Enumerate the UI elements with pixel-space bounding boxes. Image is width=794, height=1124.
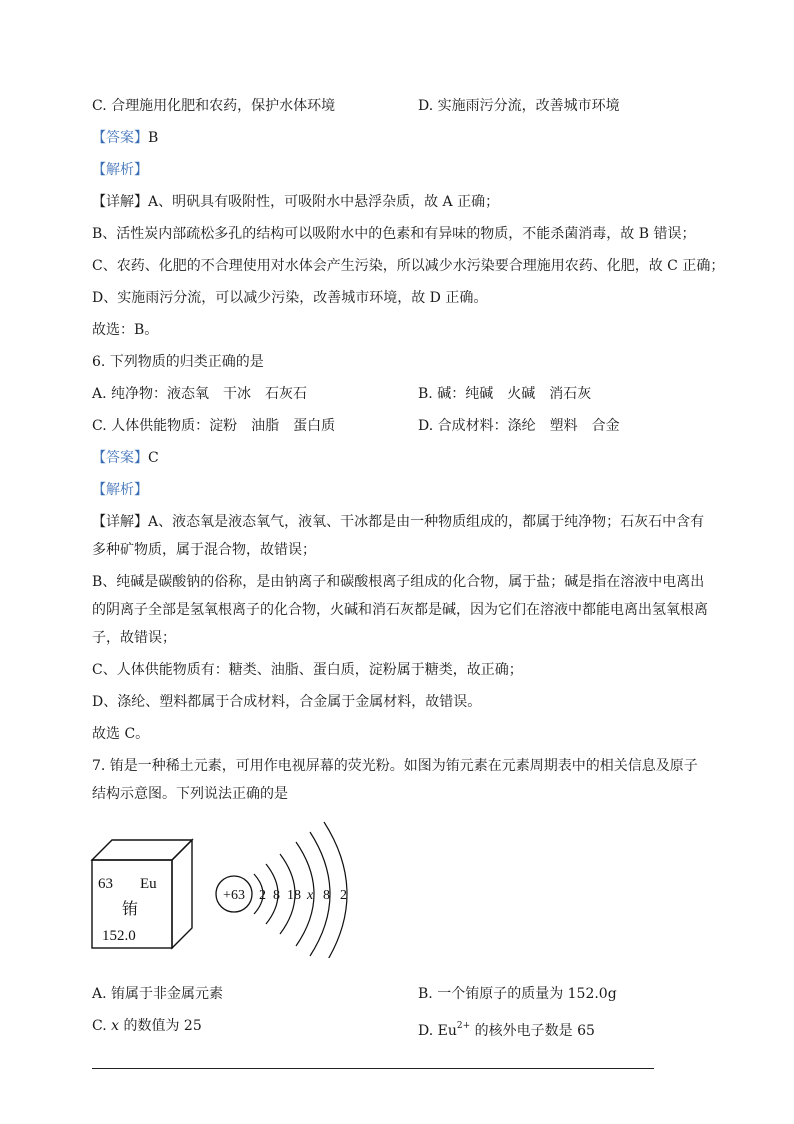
element-name: 铕 <box>122 899 139 918</box>
answer-tag: 【答案】 <box>92 450 148 466</box>
q6-option-d: D. 合成材料：涤纶 塑料 合金 <box>418 418 620 434</box>
q7-option-d <box>418 1016 595 1041</box>
q5-detail-d: D、实施雨污分流，可以减少污染，改善城市环境，故 D 正确。 <box>92 290 488 306</box>
shell-count-3: 18 <box>287 888 301 903</box>
element-symbol: Eu <box>140 876 157 892</box>
q6-detail-d: D、涤纶、塑料都属于合成材料，合金属于金属材料，故错误。 <box>92 694 482 710</box>
q6-answer <box>92 448 159 468</box>
detail-tag: 【详解】 <box>92 514 148 530</box>
q5-answer <box>92 128 158 148</box>
q6-choice: 故选 C。 <box>92 726 150 742</box>
q6-detail-a2: 多种矿物质，属于混合物，故错误； <box>92 542 316 558</box>
answer-value: B <box>148 130 159 146</box>
detail-text: A、明矾具有吸附性，可吸附水中悬浮杂质，故 A 正确； <box>148 194 500 210</box>
q6-detail-b1: B、纯碱是碳酸钠的俗称，是由钠离子和碳酸根离子组成的化合物，属于盐；碱是指在溶液中电离出 <box>92 574 705 590</box>
answer-tag: 【答案】 <box>92 130 148 146</box>
q5-detail-a <box>92 192 499 212</box>
shell-count-5: 8 <box>323 888 330 903</box>
shell-count-2: 8 <box>273 888 280 903</box>
q6-option-b: B. 碱：纯碱 火碱 消石灰 <box>418 386 592 402</box>
q7-option-a: A. 铕属于非金属元素 <box>92 986 224 1002</box>
element-mass: 152.0 <box>102 928 136 944</box>
q5-analysis-tag: 【解析】 <box>92 162 148 178</box>
q5-option-c: C. 合理施用化肥和农药，保护水体环境 <box>92 98 336 114</box>
nucleus-charge: +63 <box>223 888 245 903</box>
option-letter: D. <box>418 1023 438 1039</box>
answer-value: C <box>148 450 159 466</box>
q5-choice: 故选：B。 <box>92 322 159 338</box>
q6-stem: 6. 下列物质的归类正确的是 <box>92 354 264 370</box>
q6-option-c: C. 人体供能物质：淀粉 油脂 蛋白质 <box>92 418 336 434</box>
q7-option-b: B. 一个铕原子的质量为 152.0g <box>418 986 617 1002</box>
shell-count-4: x <box>307 888 314 903</box>
q7-option-c <box>92 1016 202 1036</box>
detail-text: A、液态氧是液态氧气，液氧、干冰都是由一种物质组成的，都属于纯净物；石灰石中含有 <box>148 514 705 530</box>
q6-detail-c: C、人体供能物质有：糖类、油脂、蛋白质，淀粉属于糖类，故正确； <box>92 662 523 678</box>
option-text: 的核外电子数是 65 <box>470 1023 595 1039</box>
shell-count-6: 2 <box>340 888 347 903</box>
q5-detail-c: C、农药、化肥的不合理使用对水体会产生污染，所以减少水污染要合理施用农药、化肥，故 C 正确； <box>92 258 725 274</box>
detail-tag: 【详解】 <box>92 194 148 210</box>
option-letter: C. <box>92 1018 112 1034</box>
q6-detail-b2: 的阴离子全部是氢氧根离子的化合物，火碱和消石灰都是碱，因为它们在溶液中都能电离出氢氧根离 <box>92 602 708 618</box>
q7-figure <box>88 818 358 958</box>
q5-option-d: D. 实施雨污分流，改善城市环境 <box>418 98 620 114</box>
ion-charge: 2+ <box>456 1021 471 1031</box>
ion-symbol: Eu <box>437 1023 457 1039</box>
element-number: 63 <box>98 876 113 892</box>
q7-stem-line2: 结构示意图。下列说法正确的是 <box>92 786 288 802</box>
variable-x: x <box>111 1018 120 1034</box>
q6-detail-a1 <box>92 512 704 532</box>
q5-detail-b: B、活性炭内部疏松多孔的结构可以吸附水中的色素和有异味的物质，不能杀菌消毒，故 B 错误； <box>92 226 696 242</box>
option-text: 的数值为 25 <box>119 1018 202 1034</box>
q6-analysis-tag: 【解析】 <box>92 482 148 498</box>
q6-option-a: A. 纯净物：液态氧 干冰 石灰石 <box>92 386 308 402</box>
footer-rule <box>92 1068 654 1069</box>
q7-stem-line1: 7. 铕是一种稀土元素，可用作电视屏幕的荧光粉。如图为铕元素在元素周期表中的相关信息及原子 <box>92 758 698 774</box>
shell-count-1: 2 <box>259 888 266 903</box>
q6-detail-b3: 子，故错误； <box>92 630 176 646</box>
